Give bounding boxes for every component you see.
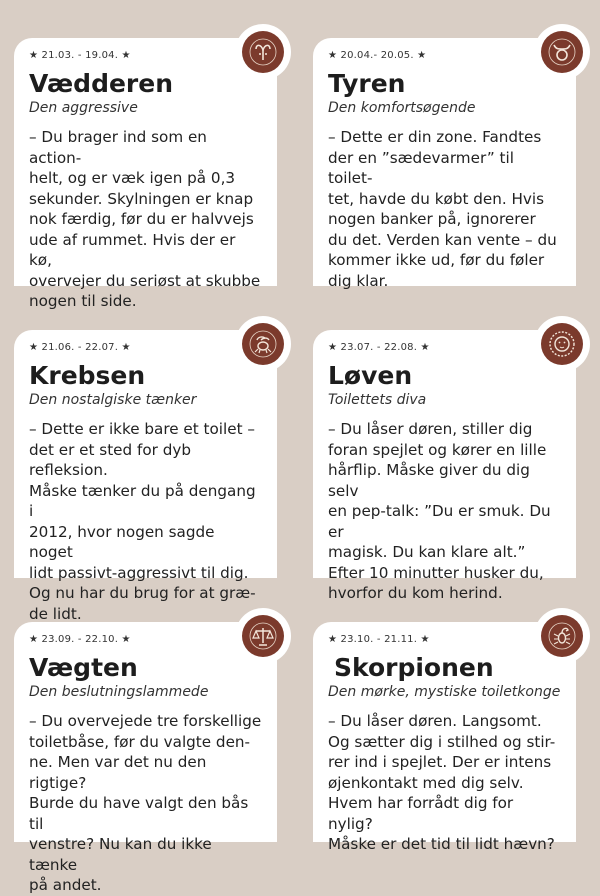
- card-body: – Dette er din zone. Fandtes der en ”sædevarmer” til toilet- tet, havde du købt den. Hvis nogen banker på, ignorerer du det. Verden kan vente – du kommer ikke ud, før du føler dig klar.: [328, 128, 557, 290]
- card-aries: [14, 38, 277, 310]
- badge: [534, 316, 590, 372]
- card-subtitle: Den beslutningslammede: [29, 684, 209, 700]
- card-subtitle: Den nostalgiske tænker: [29, 392, 197, 408]
- card-date: ★ 21.03. - 19.04. ★: [29, 50, 131, 61]
- card-subtitle: Toilettets diva: [328, 392, 427, 408]
- card-title: Vægten: [29, 653, 138, 682]
- card-taurus: [313, 38, 576, 290]
- badge: [534, 24, 590, 80]
- badge: [235, 316, 291, 372]
- card-leo: [313, 330, 576, 602]
- card-body: – Du overvejede tre forskellige toiletbåse, før du valgte den- ne. Men var det nu den rigtige? Burde du have valgt den bås til venstre? Nu kan du ikke tænke på andet.: [29, 712, 262, 894]
- aries-icon: [248, 37, 278, 67]
- card-title: Løven: [328, 361, 413, 390]
- badge: [235, 24, 291, 80]
- badge: [534, 608, 590, 664]
- card-date: ★ 21.06. - 22.07. ★: [29, 342, 131, 353]
- card-title: Skorpionen: [334, 653, 494, 682]
- card-date: ★ 23.10. - 21.11. ★: [328, 634, 430, 645]
- taurus-icon: [547, 37, 577, 67]
- card-libra: [14, 622, 277, 894]
- card-title: Vædderen: [29, 69, 174, 98]
- card-title: Tyren: [328, 69, 406, 98]
- leo-icon: [547, 329, 577, 359]
- card-title: Krebsen: [29, 361, 146, 390]
- libra-icon: [248, 621, 278, 651]
- card-date: ★ 23.09. - 22.10. ★: [29, 634, 131, 645]
- cancer-icon: [248, 329, 278, 359]
- card-body: – Dette er ikke bare et toilet – det er et sted for dyb refleksion. Måske tænker du på dengang i 2012, hvor nogen sagde noget lidt passivt-aggressivt til dig. Og nu har du brug for at græ- de lidt.: [29, 420, 256, 623]
- card-subtitle: Den komfortsøgende: [328, 100, 476, 116]
- card-body: – Du låser døren. Langsomt. Og sætter dig i stilhed og stir- rer ind i spejlet. Der er intens øjenkontakt med dig selv. Hvem har forrådt dig for nylig? Måske er det tid til lidt hævn?: [328, 712, 556, 853]
- card-body: – Du låser døren, stiller dig foran spejlet og kører en lille hårflip. Måske giver du dig selv en pep-talk: ”Du er smuk. Du er magisk. Du kan klare alt.” Efter 10 minutter husker du, hvorfor du kom herind.: [328, 420, 551, 602]
- card-scorpio: [313, 622, 576, 853]
- card-date: ★ 20.04.- 20.05. ★: [328, 50, 427, 61]
- card-cancer: [14, 330, 277, 623]
- card-date: ★ 23.07. - 22.08. ★: [328, 342, 430, 353]
- card-subtitle: Den aggressive: [29, 100, 138, 116]
- card-subtitle: Den mørke, mystiske toiletkonge: [328, 684, 561, 700]
- badge: [235, 608, 291, 664]
- scorpio-icon: [547, 621, 577, 651]
- card-body: – Du brager ind som en action- helt, og er væk igen på 0,3 sekunder. Skylningen er knap nok færdig, før du er halvvejs ude af rummet. Hvis der er kø, overvejer du seriøst at skubbe nogen til side.: [29, 128, 261, 310]
